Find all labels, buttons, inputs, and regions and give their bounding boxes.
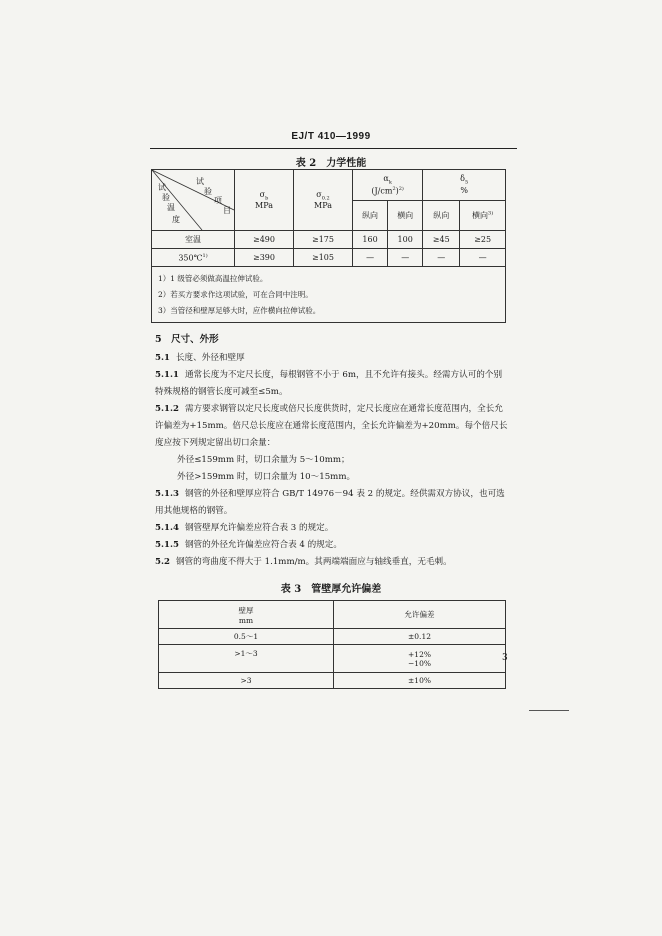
clause-number: 5.1.1 [155,370,179,380]
symbol: α [383,174,389,184]
clause-text: 钢管的外径允许偏差应符合表 4 的规定。 [184,540,342,550]
cell: ≥105 [294,249,353,267]
unit-superscript: 2 [392,185,396,192]
header-tolerance: 允许偏差 [334,601,506,629]
diag-label: 试 [158,183,166,192]
subscript: 5 [464,180,469,187]
unit-close: ) [395,186,399,196]
subscript: k [388,179,392,186]
footnote-ref: 1) [202,252,208,259]
table-row [159,645,506,673]
clause-5-1-5 [155,537,510,554]
table-row [159,629,506,645]
clause-number: 5.2 [155,557,170,567]
clause-number: 5.1.2 [155,404,179,414]
clause-5-1-2-a: 外径≤159mm 时，切口余量为 5～10mm； [177,455,350,465]
clause-5-1-1 [155,367,510,401]
subscript: 0.2 [321,195,330,202]
col-header-sigma-02 [294,170,353,231]
footnote-ref: 3) [488,210,494,217]
cell: — [388,249,423,267]
symbol: σ [316,189,322,199]
cell: ≥45 [423,231,460,249]
clause-5-1-3 [155,486,510,520]
col-header-sigma-b [235,170,294,231]
mechanical-properties-table [151,169,506,323]
sub-header: 横向 [388,200,423,231]
table2-caption: 表 2 力学性能 [295,158,367,169]
cell-tolerance-plus: +12% [408,649,431,659]
clause-number: 5.1 [155,353,170,363]
unit: (J/cm [371,186,393,196]
sub-header-with-note [460,200,506,231]
diag-label: 试 [196,177,204,186]
diag-label: 验 [162,193,170,202]
diag-label: 温 [167,203,175,212]
document-code: EJ/T 410—1999 [291,131,371,142]
table-row [152,231,506,249]
diag-label: 项 [214,196,222,205]
clause-5-1-2 [155,401,510,452]
cell-thickness: >3 [159,673,334,689]
sub-header: 纵向 [353,200,388,231]
clause-number: 5.1.4 [155,523,179,533]
cell: 160 [353,231,388,249]
clause-5-1 [155,350,510,367]
edge-rule [529,710,569,711]
row-temp: 350℃ [178,253,203,263]
diagonal-header-cell [152,170,235,231]
col-header-delta-5 [423,170,506,201]
cell: ≥490 [235,231,294,249]
sub-header: 横向 [472,210,489,220]
clause-text: 通常长度为不定尺长度，每根钢管不小于 6m，且不允许有接头。经需方认可的个别特殊规格的钢管长度可减至≤5m。 [155,370,503,397]
col-header-alpha-k [353,170,423,201]
table-row [152,249,506,267]
clause-5-2 [155,554,510,571]
clause-number: 5.1.3 [155,489,179,499]
page-number: 3 [502,653,508,663]
header-thickness [159,601,334,629]
clause-5-1-2-b: 外径>159mm 时，切口余量为 10～15mm。 [177,472,356,482]
cell: ≥175 [294,231,353,249]
note-3: 3）当管径和壁厚足够大时，应作横向拉伸试验。 [158,306,321,315]
clause-5-1-4 [155,520,510,537]
cell-tolerance: ±0.12 [334,629,506,645]
diag-label: 目 [223,206,231,215]
table-row [159,673,506,689]
cell: — [353,249,388,267]
cell-thickness: 0.5～1 [159,629,334,645]
sub-header: 纵向 [423,200,460,231]
header-rule [150,148,517,149]
cell: ≥25 [460,231,506,249]
table3-caption: 表 3 管壁厚允许偏差 [280,584,382,595]
clause-text: 长度、外径和壁厚 [175,353,245,363]
clause-text: 钢管的外径和壁厚应符合 GB/T 14976－94 表 2 的规定。经供需双方协议，也可选用其他规格的钢管。 [155,489,505,516]
cell: — [423,249,460,267]
subscript: b [265,195,269,202]
unit: MPa [255,201,273,211]
note-1: 1）1 级管必须做高温拉伸试验。 [158,274,268,283]
section-title: 5 尺寸、外形 [155,334,219,345]
footnote-ref: 2) [398,185,404,192]
diag-label: 验 [204,187,212,196]
clause-number: 5.1.5 [155,540,179,550]
wall-thickness-tolerance-table [158,600,506,689]
cell-tolerance-minus: −10% [408,658,431,668]
cell: 100 [388,231,423,249]
note-2: 2）若买方要求作这项试验，可在合同中注明。 [158,290,313,299]
unit: % [460,186,468,196]
header-unit: mm [238,615,254,625]
clause-text: 需方要求钢管以定尺长度或倍尺长度供货时，定尺长度应在通常长度范围内，全长允许偏差为+15mm。倍尺总长度应在通常长度范围内，全长允许偏差为+20mm。每个倍尺长度应按下列规定留出切口余量： [155,404,508,448]
clause-text: 钢管壁厚允许偏差应符合表 3 的规定。 [184,523,334,533]
cell-tolerance-pair [334,645,506,673]
cell: — [460,249,506,267]
diag-label: 度 [172,215,180,224]
cell-tolerance: ±10% [334,673,506,689]
symbol: σ [259,189,266,199]
clause-text: 钢管的弯曲度不得大于 1.1mm/m。其两端端面应与轴线垂直，无毛刺。 [175,557,452,567]
header-label: 壁厚 [238,605,254,615]
table-notes [152,267,506,323]
cell: ≥390 [235,249,294,267]
row-temp: 室温 [185,235,201,244]
symbol: δ [460,174,465,184]
unit: MPa [314,201,332,211]
cell-thickness: >1～3 [159,645,334,673]
